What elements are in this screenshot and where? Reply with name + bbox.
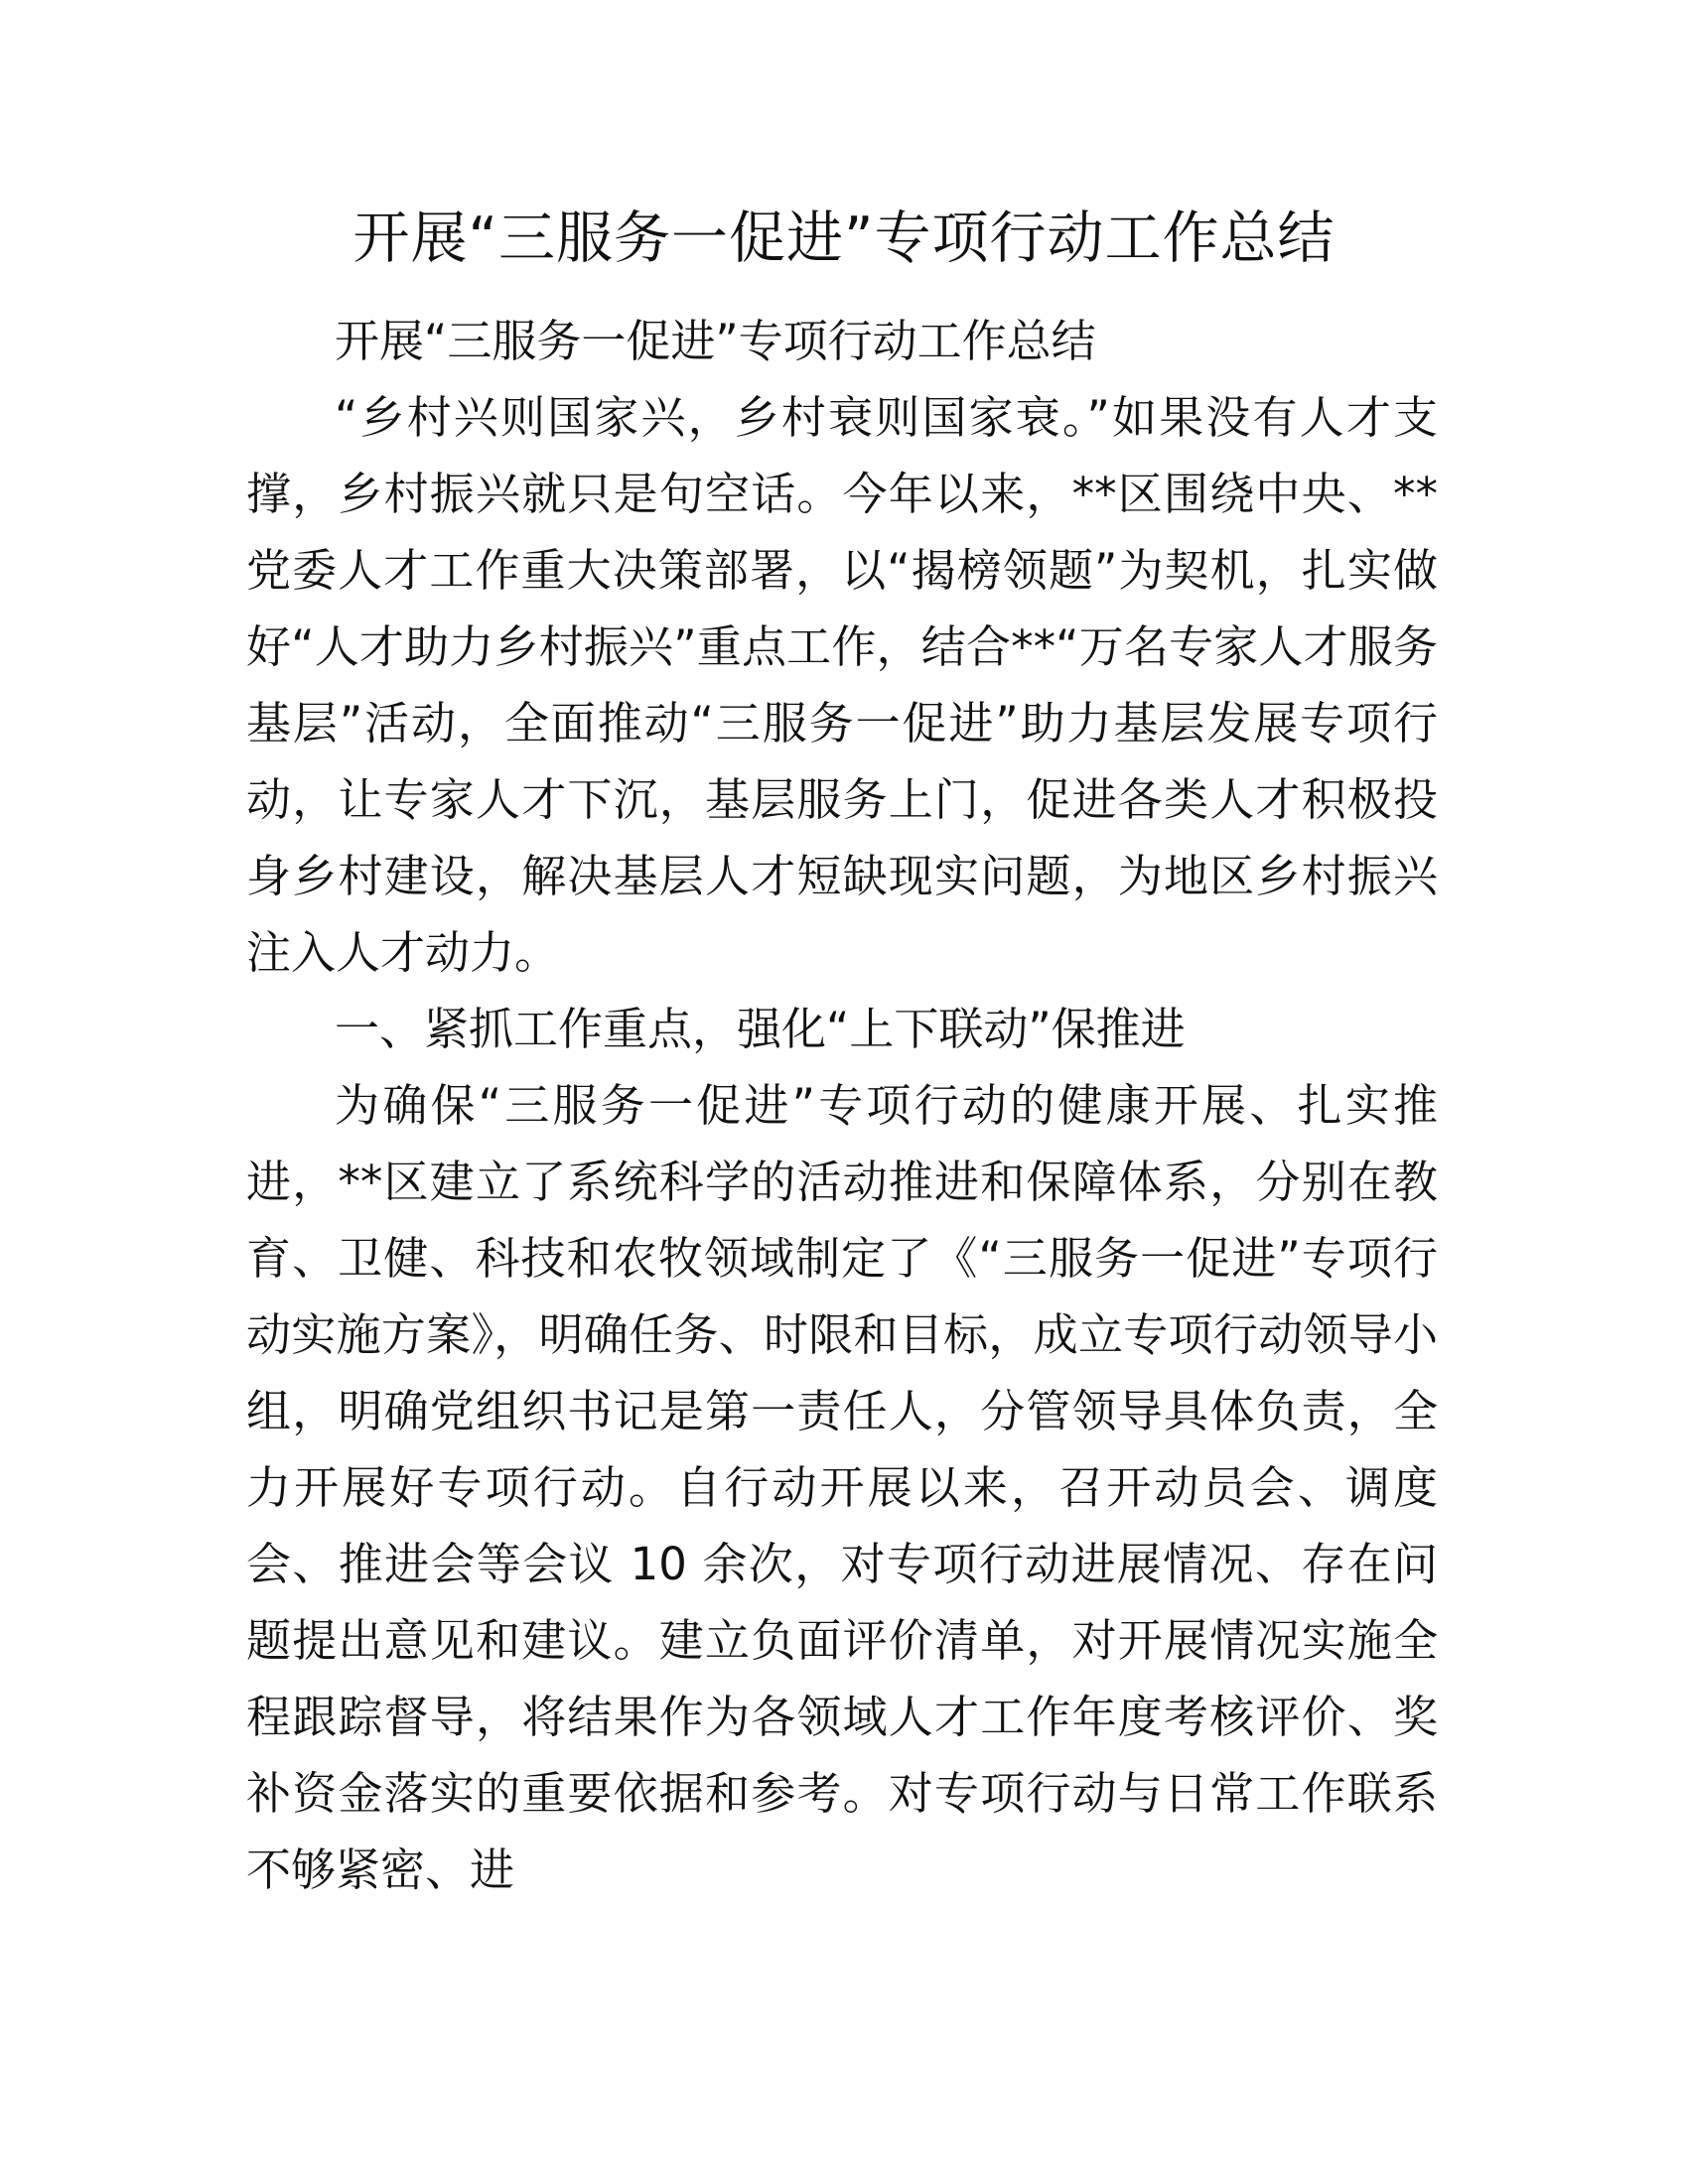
section-paragraph: 为确保“三服务一促进”专项行动的健康开展、扎实推进，**区建立了系统科学的活动推进和保障体系，分别在教育、卫健、科技和农牧领域制定了《“三服务一促进”专项行动实施方案》，明确任务、时限和目标，成立专项行动领导小组，明确党组织书记是第一责任人，分管领导具体负责，全力开展好专项行动。自行动开展以来，召开动员会、调度会、推进会等会议 10 余次，对专项行动进展情况、存在问题提出意见和建议。建立负面评价清单，对开展情况实施全程跟踪督导，将结果作为各领域人才工作年度考核评价、奖补资金落实的重要依据和参考。对专项行动与日常工作联系不够紧密、进: [246, 1079, 1438, 1896]
document-body: [246, 303, 1438, 1908]
document-title: 开展“三服务一促进”专项行动工作总结: [352, 205, 1336, 271]
section-heading: 一、紧抓工作重点，强化“上下联动”保推进: [335, 1003, 1186, 1055]
intro-paragraph: “乡村兴则国家兴，乡村衰则国家衰。”如果没有人才支撑，乡村振兴就只是句空话。今年以来，**区围绕中央、**党委人才工作重大决策部署，以“揭榜领题”为契机，扎实做好“人才助力乡村振兴”重点工作，结合**“万名专家人才服务基层”活动，全面推动“三服务一促进”助力基层发展专项行动，让专家人才下沉，基层服务上门，促进各类人才积极投身乡村建设，解决基层人才短缺现实问题，为地区乡村振兴注入人才动力。: [246, 391, 1438, 979]
document-subtitle: 开展“三服务一促进”专项行动工作总结: [335, 315, 1096, 367]
